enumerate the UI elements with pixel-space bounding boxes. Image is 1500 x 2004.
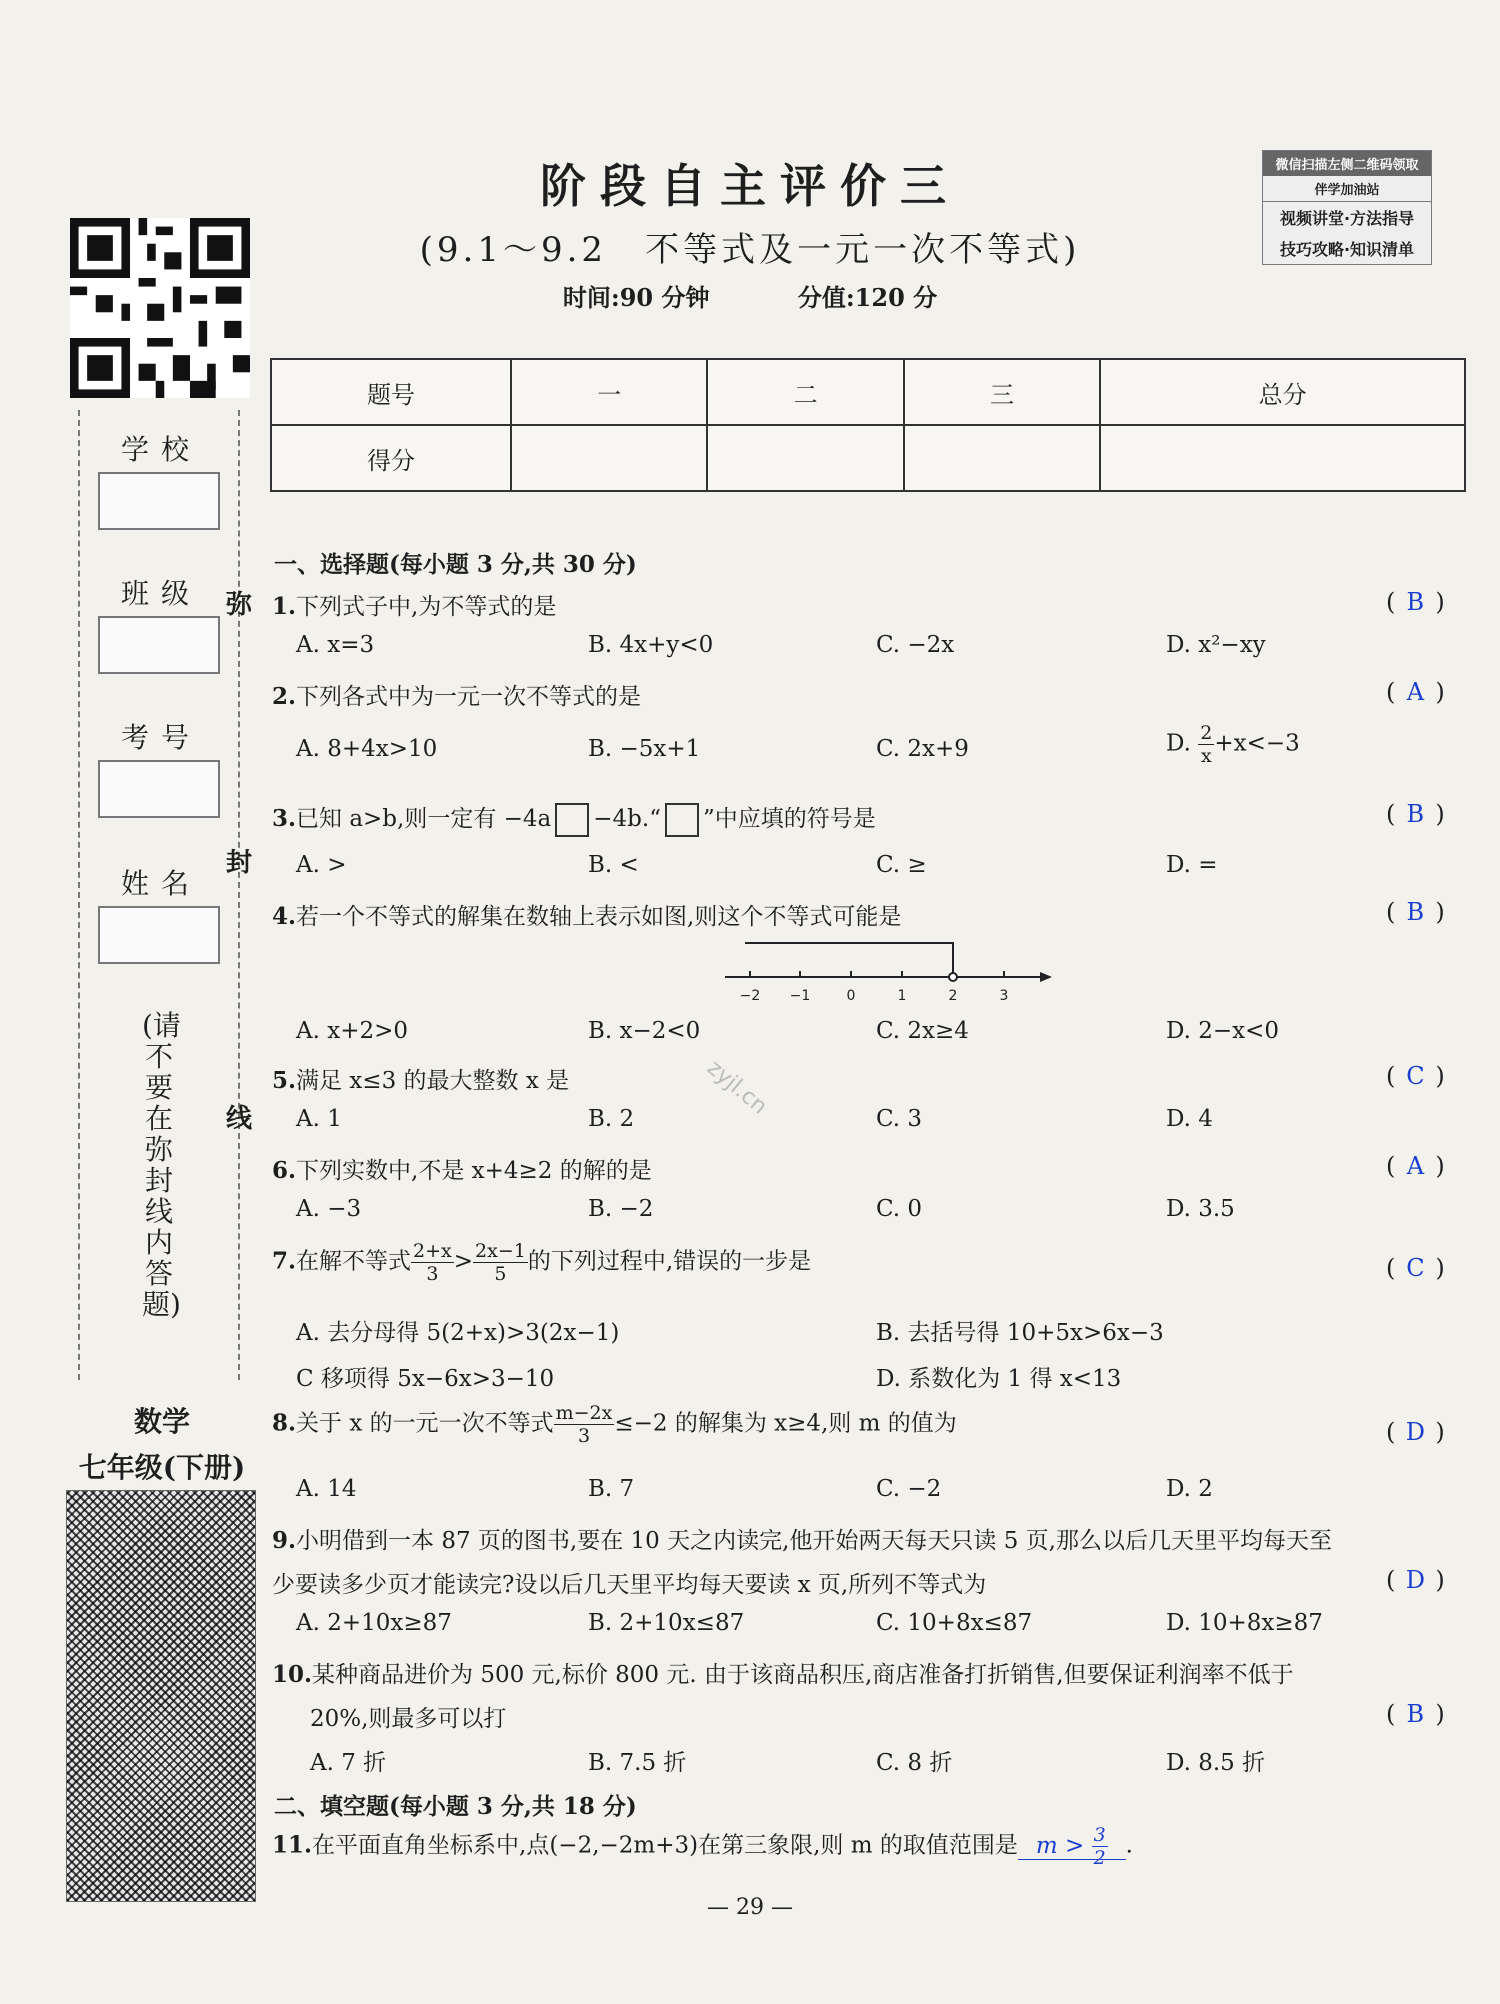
option: C. 2x≥4 [876,1018,969,1044]
answer-5: ( C ) [1386,1062,1445,1090]
option: B. 7 [588,1476,635,1502]
question-text: −4b.“ [593,806,661,832]
answer-value: C [1406,1254,1425,1282]
option: A. > [296,852,347,878]
option: D. 3.5 [1166,1196,1235,1222]
table-cell: 一 [511,359,707,425]
promo-line1: 视频讲堂·方法指导 [1279,209,1415,228]
question-3 [272,800,876,837]
option: B. 2 [588,1106,635,1132]
numerator: 3 [1093,1824,1106,1846]
score-table [270,358,1466,492]
question-2 [272,678,641,711]
name-field[interactable] [98,906,220,964]
open-endpoint [949,973,957,981]
promo-box [1262,150,1432,265]
table-row [271,425,1465,491]
tick-label: 3 [999,988,1009,1004]
question-text: 关于 x 的一元一次不等式 [296,1410,554,1437]
question-text: 下列实数中,不是 x+4≥2 的解的是 [296,1158,652,1184]
fraction [554,1402,615,1447]
seal-char-2: 封 [226,848,253,878]
question-text: 已知 a>b,则一定有 −4a [296,806,552,832]
fill-answer [1018,1824,1126,1869]
exam-no-field[interactable] [98,760,220,818]
decorative-pattern [66,1490,256,1902]
tick-label: 2 [948,988,958,1004]
option: B. 2+10x≤87 [588,1610,745,1636]
option: A. 去分母得 5(2+x)>3(2x−1) [296,1320,620,1346]
option: B. 4x+y<0 [588,632,714,658]
question-text: 下列各式中为一元一次不等式的是 [296,684,642,710]
seal-line-left [78,410,80,1380]
question-text: 满足 x≤3 的最大整数 x 是 [296,1068,570,1094]
school-field[interactable] [98,472,220,530]
question-text: 某种商品进价为 500 元,标价 800 元. 由于该商品积压,商店准备打折销售,但要保证利润率不低于 [312,1662,1294,1688]
option-d [1166,722,1300,767]
answer-10: ( B ) [1386,1700,1445,1728]
table-cell: 得分 [271,425,511,491]
answer-1: ( B ) [1386,588,1445,616]
option: C. ≥ [876,852,927,878]
denominator: 3 [426,1263,439,1285]
question-10-line2: 20%,则最多可以打 [310,1706,507,1732]
table-cell: 三 [904,359,1100,425]
option: B. x−2<0 [588,1018,701,1044]
question-text: 小明借到一本 87 页的图书,要在 10 天之内读完,他开始两天每天只读 5 页,那么以后几天里平均每天至 [296,1528,1332,1554]
denominator: 2 [1093,1847,1106,1869]
question-5 [272,1062,569,1095]
promo-sub: 伴学加油站 [1263,176,1431,202]
question-text: 在解不等式 [296,1248,412,1275]
question-text: 若一个不等式的解集在数轴上表示如图,则这个不等式可能是 [296,904,902,930]
period: . [1125,1832,1133,1859]
question-number: 7. [272,1247,297,1275]
question-text: ”中应填的符号是 [702,806,876,832]
option: A. x+2>0 [296,1018,409,1044]
relation: > [453,1248,474,1275]
option: C. −2x [876,632,955,658]
option: C. −2 [876,1476,942,1502]
option: A. x=3 [296,632,375,658]
grade-label: 七年级(下册) [78,1451,246,1484]
answer-value: A [1406,678,1425,706]
total-score: 分值:120 分 [797,283,938,312]
qr-code-icon[interactable] [70,218,250,398]
page-number: — 29 — [707,1895,793,1920]
blank-box [665,803,699,837]
number-line [715,935,1055,1005]
answer-9: ( D ) [1386,1566,1445,1594]
option: D. 2−x<0 [1166,1018,1280,1044]
score-input-cell[interactable] [511,425,707,491]
question-text: 的下列过程中,错误的一步是 [527,1248,812,1275]
question-number: 5. [272,1067,297,1094]
fraction [1198,722,1214,767]
option: D. 2 [1166,1476,1213,1502]
question-7 [272,1240,811,1285]
option: B. −2 [588,1196,654,1222]
section-heading: 一、选择题(每小题 3 分,共 30 分) [274,551,637,578]
tick-label: 0 [846,988,856,1004]
table-cell: 题号 [271,359,511,425]
fraction [411,1240,454,1285]
denominator: 5 [494,1263,507,1285]
question-number: 1. [272,593,297,620]
option: C. 10+8x≤87 [876,1610,1033,1636]
seal-note: (请不要在弥封线内答题) [142,1009,181,1321]
watermark: zyjl.cn [702,1055,772,1120]
question-number: 3. [272,805,297,832]
question-number: 6. [272,1157,297,1184]
tick-label: −1 [789,988,811,1004]
option: B. < [588,852,639,878]
option: B. −5x+1 [588,736,701,762]
option: C. 2x+9 [876,736,969,762]
question-10 [272,1656,1294,1689]
question-number: 11. [272,1831,313,1859]
answer-4: ( B ) [1386,898,1445,926]
option: B. 7.5 折 [588,1750,687,1776]
question-number: 10. [272,1661,313,1688]
numerator: 2+x [413,1240,452,1262]
option: A. 7 折 [310,1750,387,1776]
fraction [1092,1824,1108,1869]
tick-label: −2 [739,988,761,1004]
answer-value: D [1405,1566,1425,1594]
option: D. 系数化为 1 得 x<13 [876,1366,1122,1392]
solution-ray [745,943,953,977]
option: A. 8+4x>10 [296,736,438,762]
option: C 移项得 5x−6x>3−10 [296,1366,555,1392]
question-4 [272,898,901,931]
option: A. 14 [296,1476,357,1502]
score-input-cell[interactable] [707,425,903,491]
section-heading: 二、填空题(每小题 3 分,共 18 分) [274,1793,637,1820]
class-field[interactable] [98,616,220,674]
answer-value: D [1405,1418,1425,1446]
exam-no-label: 考号 [120,721,201,754]
option-rest: +x<−3 [1214,730,1300,757]
question-number: 9. [272,1527,297,1554]
school-label: 学校 [120,433,201,466]
question-8 [272,1402,957,1447]
tick-label: 1 [897,988,907,1004]
answer-6: ( A ) [1386,1152,1445,1180]
seal-line-right [238,410,240,1380]
promo-line2: 技巧攻略·知识清单 [1279,240,1415,259]
fraction [473,1240,528,1285]
answer-value: B [1406,1700,1425,1728]
option: A. −3 [296,1196,362,1222]
answer-value: B [1406,800,1425,828]
option: D. = [1166,852,1218,878]
answer-7: ( C ) [1386,1254,1445,1282]
question-9 [272,1522,1332,1555]
question-text: 在平面直角坐标系中,点(−2,−2m+3)在第三象限,则 m 的取值范围是 [312,1832,1018,1859]
answer-value: B [1406,588,1425,616]
option: D. 10+8x≥87 [1166,1610,1323,1636]
seal-char-1: 弥 [226,590,253,620]
option: C. 3 [876,1106,923,1132]
answer-value: C [1406,1062,1425,1090]
page-subtitle: (9.1～9.2 不等式及一元一次不等式) [419,230,1081,270]
seal-char-3: 线 [226,1104,253,1134]
answer-value: B [1406,898,1425,926]
option-label: D. [1166,730,1191,757]
option: D. x²−xy [1166,632,1266,658]
question-number: 8. [272,1409,297,1437]
option: C. 0 [876,1196,923,1222]
question-11 [272,1824,1133,1869]
question-number: 2. [272,683,297,710]
question-6 [272,1152,652,1185]
subject-label: 数学 [133,1405,190,1438]
blank-box [555,803,589,837]
question-9-line2: 少要读多少页才能读完?设以后几天里平均每天要读 x 页,所列不等式为 [272,1572,987,1598]
numerator: m−2x [555,1402,613,1424]
denominator: 3 [577,1425,591,1447]
question-text: 下列式子中,为不等式的是 [296,594,557,620]
table-cell: 二 [707,359,903,425]
option: B. 去括号得 10+5x>6x−3 [876,1320,1164,1346]
score-input-cell[interactable] [904,425,1100,491]
page-title: 阶段自主评价三 [540,159,960,213]
question-text: ≤−2 的解集为 x≥4,则 m 的值为 [614,1410,957,1437]
table-cell: 总分 [1100,359,1465,425]
option: A. 1 [296,1106,342,1132]
time-limit: 时间:90 分钟 [562,283,710,312]
option: D. 8.5 折 [1166,1750,1266,1776]
question-number: 4. [272,903,297,930]
question-1 [272,588,556,621]
answer-2: ( A ) [1386,678,1445,706]
answer-value: A [1406,1152,1425,1180]
class-label: 班级 [120,577,201,610]
axis-arrow [1040,972,1052,982]
answer-8: ( D ) [1386,1418,1445,1446]
promo-bar: 微信扫描左侧二维码领取 [1263,151,1431,176]
table-row [271,359,1465,425]
denominator: x [1200,745,1212,767]
option: A. 2+10x≥87 [296,1610,452,1636]
option: C. 8 折 [876,1750,953,1776]
name-label: 姓名 [120,867,201,900]
answer-3: ( B ) [1386,800,1445,828]
score-input-cell[interactable] [1100,425,1465,491]
numerator: 2x−1 [475,1240,526,1262]
numerator: 2 [1200,722,1213,744]
fill-text: m > [1035,1832,1085,1859]
option: D. 4 [1166,1106,1213,1132]
